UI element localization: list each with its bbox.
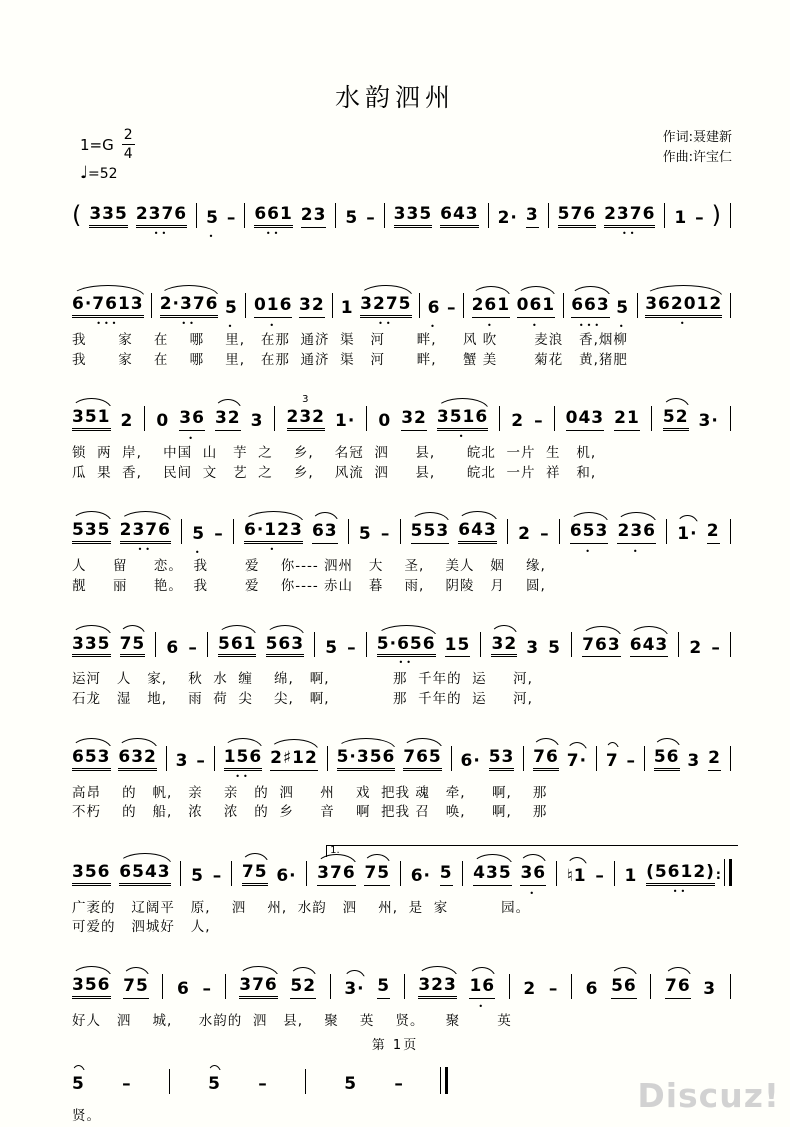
barline (225, 974, 226, 999)
time-signature (122, 128, 135, 161)
music-row (72, 959, 732, 1011)
note: 2 (708, 750, 721, 771)
octave-dots-below: • (679, 319, 688, 328)
lyric-row: 石龙 湿 地, 雨 荷 尖 尖, 啊, 那 千年的 运 河, (72, 690, 533, 707)
note: 2376 •• (135, 204, 188, 238)
octave-dots-below: •• (181, 319, 197, 328)
barline (730, 519, 731, 544)
lyric-row: 贤。 (72, 1108, 101, 1125)
note: 32 (401, 410, 427, 431)
dash-note: – (258, 1074, 267, 1095)
tempo-value: =52 (88, 166, 118, 182)
barline (366, 406, 367, 431)
note: 6· (460, 750, 481, 771)
octave-dots-below: •• (153, 229, 170, 238)
note: 3· (698, 411, 719, 432)
note: 52 (663, 409, 689, 431)
note: 5 • (192, 524, 206, 558)
score-line (72, 1052, 732, 1127)
barline (571, 974, 572, 999)
dash-note: – (188, 637, 197, 658)
note: 356 (72, 864, 111, 886)
dash-note: – (202, 978, 212, 999)
lyric-row: 不朽 的 船, 浓 浓 的 乡 音 啊 把我 召 唤, 啊, 那 (72, 804, 548, 821)
note: 653 • (569, 521, 609, 557)
note: 23 (301, 207, 327, 228)
note: 576 (558, 206, 597, 228)
barline (144, 406, 145, 431)
note: 76 (533, 749, 559, 771)
note: 5 (72, 1074, 85, 1095)
note: 36 • (179, 408, 205, 444)
lyric-row: 我 家 在 哪 里, 在那 通济 渠 河 畔, 风 吹 麦浪 香,烟柳 (72, 332, 628, 348)
music-row (72, 278, 732, 331)
note: 1 (340, 298, 354, 319)
note: 3 (175, 750, 189, 771)
barline (155, 632, 156, 657)
barline (231, 861, 232, 886)
note: 2·376 •• (159, 294, 219, 328)
lyric-row: 瓜 果 香, 民间 文 艺 之 乡, 风流 泗 县, 皖北 一片 祥 和, (72, 464, 597, 481)
barline (651, 406, 652, 431)
note: 3 (526, 637, 540, 658)
barline (274, 406, 275, 431)
note: 1 (674, 208, 688, 229)
note: 15 (445, 637, 471, 658)
barline (181, 519, 182, 544)
note: 1· (335, 411, 356, 432)
note: 56 (611, 978, 637, 999)
dash-note: – (366, 208, 375, 229)
repeat-barline (715, 859, 732, 886)
composer-credit: 作曲:许宝仁 (662, 150, 732, 166)
score-lines (72, 188, 732, 1127)
music-row (72, 188, 732, 241)
key-time-tempo (80, 128, 135, 183)
note: 643 (458, 522, 497, 544)
note: 335 (72, 636, 111, 658)
octave-dots-below: • (532, 321, 540, 330)
key-signature: 1=G (80, 135, 114, 154)
note: ♮1 (566, 865, 587, 886)
barline (384, 203, 385, 228)
score-line (72, 188, 732, 241)
note: 32 (215, 410, 241, 431)
barline (666, 519, 667, 544)
barline (559, 519, 560, 544)
dash-note: – (347, 637, 356, 658)
barline (244, 203, 245, 228)
lyric-row: 人 留 恋。 我 爱 你---- 泗州 大 圣, 美人 姻 缘, (72, 558, 546, 575)
barline (509, 974, 510, 999)
note: 0 (156, 411, 170, 432)
score-line (72, 278, 732, 370)
note: 75 (242, 864, 268, 886)
dash-note: – (380, 524, 390, 545)
barline (314, 632, 315, 657)
note: 661 •• (254, 204, 293, 238)
barline (664, 203, 665, 228)
barline (563, 293, 564, 318)
music-row (72, 391, 732, 444)
note: 553 (411, 523, 450, 544)
octave-dots-below: • (458, 432, 467, 442)
page-number: 第 1页 (371, 1038, 419, 1053)
barline (207, 632, 208, 657)
barline (305, 1069, 306, 1094)
note: 351 (72, 409, 111, 431)
dash-note: – (212, 865, 222, 886)
dash-note: – (226, 208, 236, 229)
barline (451, 746, 452, 771)
music-row (72, 617, 732, 668)
barline (335, 203, 336, 228)
barline (730, 746, 731, 771)
dash-note: – (446, 298, 456, 319)
score-line (72, 731, 732, 823)
octave-dots-below: ••• (96, 319, 120, 328)
barline (180, 861, 181, 886)
octave-dots-below: ••• (578, 321, 603, 330)
note: 5 • (206, 208, 219, 241)
octave-dots-below: • (585, 547, 593, 557)
note: 2 (518, 524, 531, 545)
note: 6 (177, 978, 190, 999)
note: 2 (707, 523, 720, 544)
barline (730, 974, 731, 999)
phrase-paren: ) (711, 201, 721, 230)
note: 7· (566, 750, 588, 771)
barline (151, 293, 152, 318)
lyric-row: 广袤的 辽阔平 原, 泗 州, 水韵 泗 州, 是 家 园。 (72, 899, 531, 916)
octave-dots-below: • (188, 434, 196, 444)
note: 5 • (225, 298, 238, 331)
score-line (72, 959, 732, 1032)
note: 56 (654, 749, 680, 771)
barline (400, 861, 401, 886)
note: 763 (582, 637, 621, 658)
note: (5612) •• (646, 861, 715, 896)
barline (548, 203, 549, 228)
barline (730, 203, 731, 228)
note: 6·7613 ••• (72, 294, 144, 328)
barline (327, 746, 328, 771)
note: 6 (166, 637, 180, 658)
note: 5 (377, 978, 390, 999)
score-line (72, 844, 732, 938)
note: 5 (344, 1074, 358, 1095)
octave-dots-below: • (269, 321, 278, 330)
note: 76 (665, 978, 691, 999)
note: 5 (440, 865, 453, 886)
note: 75 (123, 978, 149, 999)
note: 52 (290, 978, 316, 999)
note: 362012 • (645, 294, 723, 328)
octave-dots-below: • (618, 322, 627, 331)
note: 356 (72, 977, 111, 999)
note: 6· (276, 865, 297, 886)
octave-dots-below: • (194, 548, 203, 558)
note: 335 (89, 206, 128, 228)
time-denominator: 4 (123, 146, 133, 162)
barline (507, 519, 508, 544)
key-signature-line (80, 128, 135, 161)
note: 376 (317, 865, 356, 886)
barline (480, 632, 481, 657)
note: 5 (358, 524, 372, 545)
barline (404, 974, 405, 999)
barline (463, 293, 464, 318)
note: 6 (585, 978, 599, 999)
score-line (72, 504, 732, 596)
barline (556, 861, 557, 886)
note: 535 (72, 522, 111, 544)
lyric-row: 好人 泗 城, 水韵的 泗 县, 聚 英 贤。 聚 英 (72, 1012, 512, 1029)
note: 3 (687, 750, 701, 771)
octave-dots-below: •• (378, 319, 394, 328)
barline (162, 974, 163, 999)
fraction-bar (122, 144, 135, 145)
note: 663 ••• (571, 295, 610, 330)
note: 6543 (119, 864, 170, 886)
note: 232 3 (287, 409, 326, 431)
phrase-paren: ( (72, 201, 82, 230)
dash-note: – (626, 750, 636, 771)
barline (596, 746, 597, 771)
final-barline (440, 1067, 448, 1094)
note: 5 (325, 637, 339, 658)
note: 335 (394, 206, 433, 228)
note: 32 (491, 636, 517, 658)
note: 5 (345, 208, 359, 229)
note: 2♯12 (270, 750, 318, 771)
tuplet-number: 3 (302, 394, 310, 406)
note: 2· (497, 208, 518, 229)
octave-dots-below: •• (137, 545, 154, 555)
barline (166, 746, 167, 771)
barline (644, 746, 645, 771)
barline (306, 861, 307, 886)
note: 1 (624, 865, 638, 886)
barline (554, 406, 555, 431)
note: 3 (526, 207, 539, 228)
music-row (72, 731, 732, 781)
note: 323 (418, 977, 457, 999)
octave-dots-below: •• (672, 886, 689, 896)
music-row (72, 1052, 448, 1094)
note: 6 • (427, 298, 441, 331)
watermark: Discuz! (637, 1076, 780, 1115)
song-title: 水韵泗州 (334, 83, 455, 112)
dash-note: – (548, 978, 558, 999)
barline (730, 406, 731, 431)
note: 16 • (469, 975, 496, 1011)
octave-dots-below: • (632, 547, 641, 557)
barline (499, 406, 500, 431)
note: 5·356 (337, 749, 396, 771)
tempo-marking (80, 163, 135, 183)
octave-dots-below: • (486, 321, 495, 330)
note: 21 (614, 410, 640, 431)
note: 75 (120, 636, 146, 658)
note: 376 (239, 977, 278, 999)
lyricist-credit: 作词:聂建新 (662, 130, 732, 145)
dash-note: – (595, 865, 604, 886)
note: 2 (689, 637, 703, 658)
note: 3 (250, 411, 264, 432)
note: 435 (473, 865, 512, 886)
lyric-row: 运河 人 家, 秋 水 缠 绵, 啊, 那 千年的 运 河, (72, 671, 533, 688)
note: 63 (312, 523, 338, 544)
barline (400, 519, 401, 544)
barline (332, 293, 333, 318)
note: 632 (118, 749, 157, 771)
barline (330, 974, 331, 999)
volta-label: 1. (330, 844, 340, 856)
dash-note: – (711, 637, 720, 658)
note: 53 (489, 749, 515, 771)
note: 561 (218, 636, 257, 658)
barline (245, 293, 246, 318)
barline (488, 203, 489, 228)
note: 5 (191, 865, 205, 886)
barline (419, 293, 420, 318)
note: 061 • (516, 295, 556, 330)
octave-dots-below: • (529, 888, 538, 898)
note: 0 (378, 411, 392, 432)
barline (523, 746, 524, 771)
note: 1· (677, 524, 698, 545)
note: 5 (208, 1074, 221, 1095)
dash-note: – (695, 208, 704, 229)
lyric-row: 锁 两 岸, 中国 山 芋 之 乡, 名冠 泗 县, 皖北 一片 生 机, (72, 445, 597, 462)
note: 765 (403, 749, 442, 771)
note: 75 (364, 865, 390, 886)
note: 5 (548, 637, 561, 658)
note: 6· (410, 865, 431, 886)
note: 016 • (253, 295, 293, 330)
note: 3516 • (436, 407, 489, 442)
repeat-dots: : (715, 867, 721, 883)
note: 236 • (617, 521, 656, 557)
barline (196, 203, 197, 228)
dash-note: – (394, 1074, 403, 1095)
octave-dots-below: •• (265, 229, 282, 238)
barline (614, 861, 615, 886)
barline (678, 632, 679, 657)
barline (637, 293, 638, 318)
music-row (72, 504, 732, 558)
note: 261 • (471, 295, 511, 330)
barline (462, 861, 463, 886)
note: 653 (72, 749, 111, 771)
dash-note: – (214, 524, 223, 545)
lyric-row: 可爱的 泗城好 人, (72, 919, 211, 936)
barline (169, 1069, 170, 1094)
barline (650, 974, 651, 999)
octave-dots-below: •• (398, 658, 414, 668)
note: 2 (120, 411, 134, 432)
octave-dots-below: •• (622, 229, 638, 238)
note: 2376 •• (604, 204, 656, 238)
note: 156 •• (223, 746, 263, 781)
quarter-note-icon: ♩ (80, 163, 89, 183)
note: 643 (440, 206, 479, 228)
score-line (72, 391, 732, 483)
note: 7 (605, 750, 619, 771)
dash-note: – (540, 524, 549, 545)
dash-note: – (196, 750, 205, 771)
dash-note: – (534, 411, 543, 432)
barline (366, 632, 367, 657)
note: 36 • (520, 862, 547, 898)
note: 5·656 •• (376, 633, 436, 668)
note: 643 (630, 637, 669, 658)
octave-dots-below: •• (235, 771, 251, 781)
score-line (72, 617, 732, 709)
barline (233, 519, 234, 544)
meta-row (80, 128, 732, 184)
note: 3275 •• (360, 294, 412, 328)
note: 6·123 • (244, 520, 303, 555)
note: 32 (299, 297, 325, 318)
lyric-row: 高昂 的 帆, 亲 亲 的 泗 州 戏 把我 魂 牵, 啊, 那 (72, 784, 548, 801)
note: 5 • (616, 298, 630, 331)
note: 2 (523, 978, 537, 999)
lyric-row: 我 家 在 哪 里, 在那 通济 渠 河 畔, 蟹 美 菊花 黄,猪肥 (72, 351, 628, 368)
octave-dots-below: • (430, 322, 438, 331)
time-numerator: 2 (123, 127, 133, 143)
barline (730, 293, 731, 318)
credits (663, 128, 732, 168)
octave-dots-below: • (208, 232, 217, 241)
barline (730, 632, 731, 657)
barline (348, 519, 349, 544)
octave-dots-below: • (227, 322, 236, 331)
octave-dots-below: • (478, 1001, 487, 1011)
note: 3 (703, 978, 717, 999)
note: 2 (511, 411, 525, 432)
note: 2376 •• (119, 520, 171, 555)
barline (214, 746, 215, 771)
barline (571, 632, 572, 657)
dash-note: – (122, 1074, 131, 1095)
note: 043 (566, 410, 605, 431)
octave-dots-below: • (269, 545, 278, 555)
lyric-row: 靓 丽 艳。 我 爱 你---- 赤山 暮 雨, 阴陵 月 圆, (72, 577, 546, 594)
note: 563 (266, 636, 305, 658)
note: 3· (344, 978, 365, 999)
